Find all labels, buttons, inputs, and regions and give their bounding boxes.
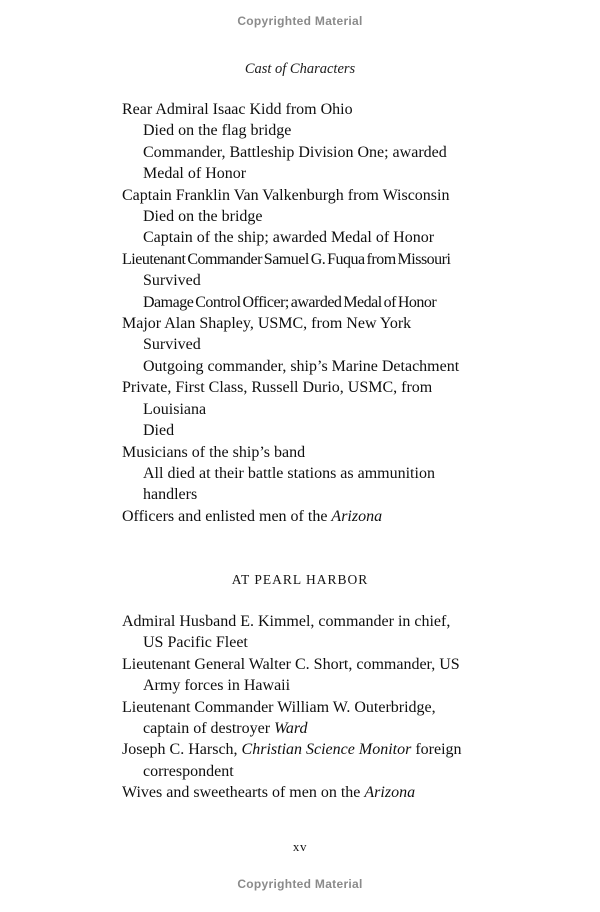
italic-proper-name: Arizona (331, 507, 383, 525)
line-text: Lieutenant General Walter C. Short, commander, US (122, 655, 460, 673)
line-text: Joseph C. Harsch, (122, 741, 242, 759)
line-text: Died on the bridge (143, 208, 263, 226)
cast-line (122, 185, 552, 206)
cast-line (122, 292, 552, 313)
cast-line (122, 334, 552, 355)
line-text: foreign (411, 741, 462, 759)
cast-line (122, 632, 552, 653)
line-text: handlers (143, 486, 198, 504)
cast-line (122, 611, 552, 632)
line-text: Commander, Battleship Division One; awarded (143, 143, 447, 161)
line-text: correspondent (143, 762, 234, 780)
copyright-notice-bottom: Copyrighted Material (237, 877, 363, 891)
line-text: Captain Franklin Van Valkenburgh from Wisconsin (122, 186, 450, 204)
pearl-harbor-list (122, 611, 552, 804)
page-number: xv (292, 839, 308, 854)
line-text: Outgoing commander, ship’s Marine Detachment (143, 357, 460, 375)
cast-line (122, 782, 552, 803)
cast-line (122, 761, 552, 782)
cast-line (122, 249, 552, 270)
cast-line (122, 163, 552, 184)
line-text: Army forces in Hawaii (143, 677, 291, 695)
section-heading-at-pearl-harbor: AT PEARL HARBOR (231, 572, 369, 587)
italic-proper-name: Arizona (364, 784, 416, 802)
line-text: Survived (143, 336, 201, 354)
cast-line (122, 506, 552, 527)
line-text: Captain of the ship; awarded Medal of Honor (143, 229, 435, 247)
cast-line (122, 484, 552, 505)
cast-line (122, 420, 552, 441)
line-text: Lieutenant Commander William W. Outerbridge, (122, 698, 436, 716)
italic-proper-name: Christian Science Monitor (241, 741, 412, 759)
line-text: US Pacific Fleet (143, 634, 248, 652)
italic-proper-name: Ward (274, 720, 308, 738)
line-text: Survived (143, 272, 201, 290)
cast-line (122, 654, 552, 675)
line-text: Medal of Honor (143, 165, 247, 183)
line-text: All died at their battle stations as ammunition (143, 464, 435, 482)
cast-line (122, 356, 552, 377)
line-text: captain of destroyer (143, 720, 275, 738)
line-text: Rear Admiral Isaac Kidd from Ohio (122, 101, 353, 118)
cast-line (122, 206, 552, 227)
line-text: Died (143, 422, 175, 440)
cast-line (122, 675, 552, 696)
cast-line (122, 442, 552, 463)
line-text: Louisiana (143, 400, 207, 418)
cast-line (122, 270, 552, 291)
cast-line (122, 142, 552, 163)
cast-line (122, 718, 552, 739)
cast-line (122, 120, 552, 141)
line-text: Wives and sweethearts of men on the (122, 784, 365, 802)
cast-line (122, 377, 552, 398)
line-text: Admiral Husband E. Kimmel, commander in chief, (122, 613, 451, 630)
cast-line (122, 227, 552, 248)
cast-line (122, 313, 552, 334)
cast-line (122, 739, 552, 760)
line-text: Major Alan Shapley, USMC, from New York (122, 315, 412, 333)
line-text: Lieutenant Commander Samuel G. Fuqua from Missouri (122, 250, 451, 268)
copyright-notice-top: Copyrighted Material (237, 14, 363, 28)
cast-line (122, 399, 552, 420)
line-text: Damage Control Officer; awarded Medal of Honor (143, 293, 437, 311)
chapter-title: Cast of Characters (244, 61, 356, 77)
cast-line (122, 463, 552, 484)
cast-line (122, 99, 552, 120)
cast-of-characters-list (122, 99, 552, 527)
line-text: Private, First Class, Russell Durio, USMC, from (122, 379, 433, 397)
line-text: Officers and enlisted men of the (122, 507, 332, 525)
line-text: Musicians of the ship’s band (122, 443, 306, 461)
line-text: Died on the flag bridge (143, 122, 292, 140)
cast-line (122, 697, 552, 718)
